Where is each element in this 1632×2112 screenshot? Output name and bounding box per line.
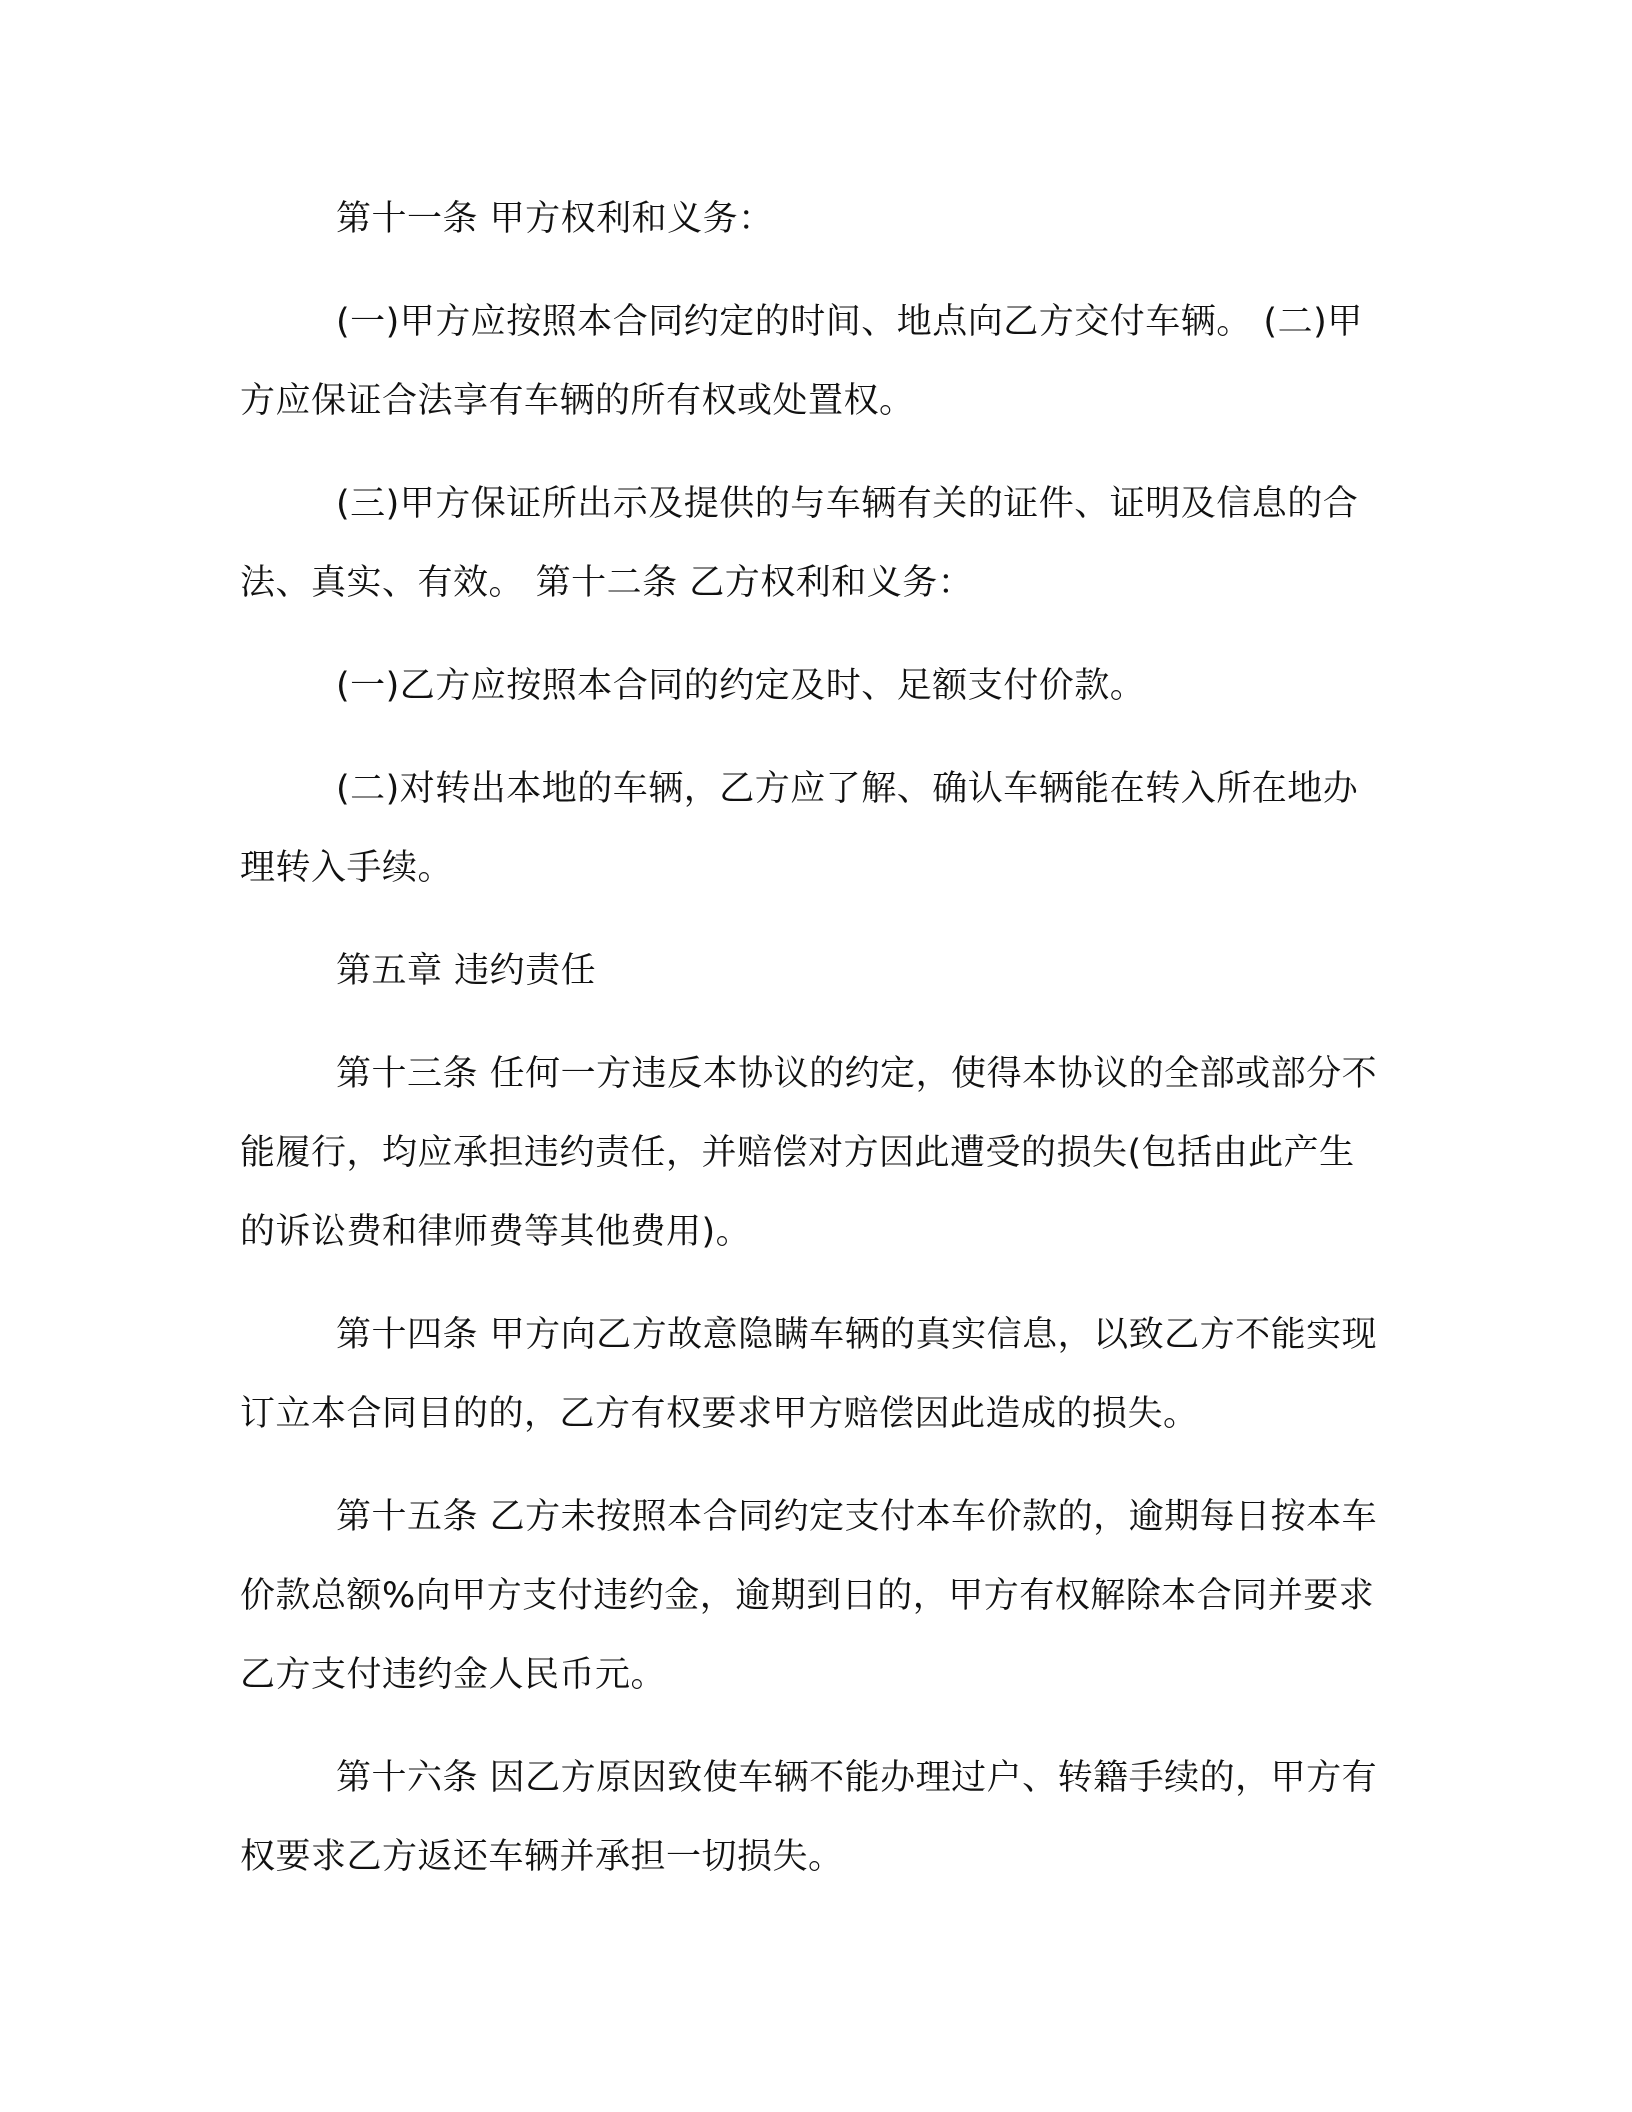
- article-13: 第十三条 任何一方违反本协议的约定，使得本协议的全部或部分不能履行，均应承担违约责任，并赔偿对方因此遭受的损失(包括由此产生的诉讼费和律师费等其他费用)。: [240, 1054, 1378, 1252]
- article-11-clause-1-2: (一)甲方应按照本合同约定的时间、地点向乙方交付车辆。 (二)甲方应保证合法享有车辆的所有权或处置权。: [240, 302, 1363, 421]
- chapter-5-heading: 第五章 违约责任: [336, 951, 597, 991]
- article-15: 第十五条 乙方未按照本合同约定支付本车价款的，逾期每日按本车价款总额%向甲方支付违约金，逾期到日的，甲方有权解除本合同并要求乙方支付违约金人民币元。: [240, 1497, 1378, 1695]
- article-14: 第十四条 甲方向乙方故意隐瞒车辆的真实信息，以致乙方不能实现订立本合同目的的，乙方有权要求甲方赔偿因此造成的损失。: [240, 1315, 1378, 1434]
- article-16: 第十六条 因乙方原因致使车辆不能办理过户、转籍手续的，甲方有权要求乙方返还车辆并承担一切损失。: [240, 1758, 1378, 1877]
- article-11-heading: 第十一条 甲方权利和义务：: [336, 199, 774, 239]
- document-body: [240, 180, 1380, 1921]
- article-11-clause-3-article-12-heading: (三)甲方保证所出示及提供的与车辆有关的证件、证明及信息的合法、真实、有效。 第十二条 乙方权利和义务：: [240, 484, 1359, 603]
- article-12-clause-2: (二)对转出本地的车辆，乙方应了解、确认车辆能在转入所在地办理转入手续。: [240, 769, 1359, 888]
- article-12-clause-1: (一)乙方应按照本合同的约定及时、足额支付价款。: [336, 666, 1146, 706]
